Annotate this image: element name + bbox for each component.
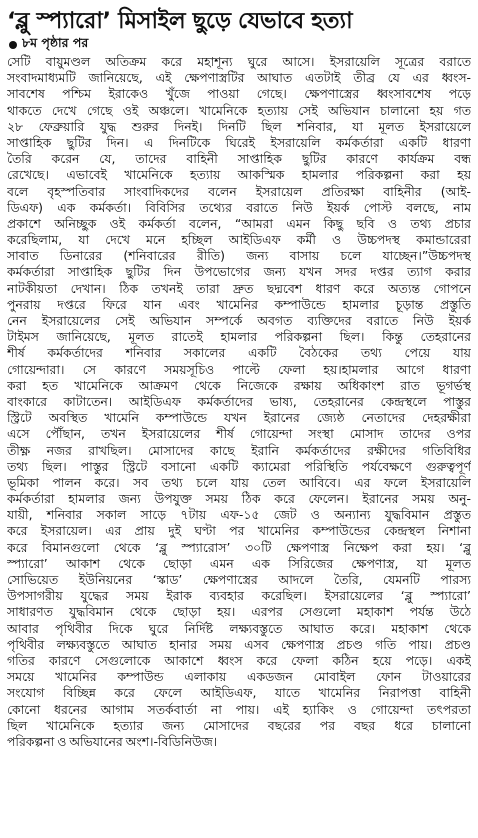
continuation-text: ৮ম পৃষ্ঠার পর	[22, 35, 89, 50]
bullet-icon	[9, 41, 17, 49]
body-line: গতির কারণে সেগুলোকে আকাশে ধ্বংস করে ফেলা কঠিন হয়ে পড়ে। একই	[7, 652, 471, 668]
body-line: সেটি বায়ুমণ্ডল অতিক্রম করে মহাশূন্য ঘুরে আসে। ইসরায়েলি সূত্রের বরাতে	[7, 54, 471, 69]
body-line: কোনো ধরনের আগাম সতর্কবার্তা না পায়। এই হ্যাকিং ও গোয়েন্দা তৎপরতা	[7, 701, 471, 717]
body-line: নাটকীয়তা দেখান। ঠিক তখনই তারা দ্রুত ছদ্মবেশ ধারণ করে অত্যন্ত গোপনে	[7, 280, 471, 296]
body-line: এসে পৌঁছান, তখন ইসরায়েলের শীর্ষ গোয়েন্দা সংস্থা মোসাদ তাদের ওপর	[7, 426, 471, 442]
body-line: গোয়েন্দারা। সে কারণে সময়সূচিও পাল্টে ফেলা হয়।হামলার আগে ধারণা	[7, 361, 471, 377]
body-line: সাবশেষ পশ্চিম ইরাকেও খুঁজে পাওয়া গেছে। ক্ষেপণাস্ত্রের ধ্বংসাবশেষ পড়ে	[7, 86, 471, 102]
body-line: তীক্ষ্ণ নজর রাখছিল। মোসাদের কাছে ইরানি কর্মকর্তাদের রক্ষীদের গতিবিধির	[7, 442, 471, 458]
article-body	[7, 54, 471, 750]
body-line: সাপ্তাহিক ছুটির দিন। এ দিনটিকে ঘিরেই ইসরায়েলি কর্মকর্তারা একটি ধারণা	[7, 134, 471, 150]
body-line: থাকতে দেখে গেছে ওই অঞ্চলে। খামেনিকে হত্যায় সেই অভিযান চালানো হয় গত	[7, 102, 471, 118]
body-line: ছিল খামেনিকে হত্যার জন্য মোসাদের বছরের পর বছর ধরে চালানো	[7, 717, 471, 733]
body-line: ডিএফ) এক কর্মকর্তা। বিবিসির তথ্যের বরাতে নিউ ইয়র্ক পোস্ট বলছে, নাম	[7, 199, 471, 215]
body-line: পুনরায় দপ্তরে ফিরে যান এবং খামেনির কম্পাউন্ডে হামলার চূড়ান্ত প্রস্তুতি	[7, 296, 471, 312]
body-line: করে ইসরায়েল। এর প্রায় দুই ঘণ্টা পর খামেনির কম্পাউন্ডের কেন্দ্রস্থল নিশানা	[7, 523, 471, 539]
body-line: সংযোগ বিচ্ছিন্ন করে ফেলে আইডিএফ, যাতে খামেনির নিরাপত্তা বাহিনী	[7, 685, 471, 701]
body-line: স্ট্রিটে অবস্থিত খামেনি কম্পাউন্ডে যখন ইরানের জ্যেষ্ঠ নেতাদের দেহরক্ষীরা	[7, 410, 471, 426]
body-line: পৃথিবীর লক্ষ্যবস্তুতে আঘাত হানার সময় এসব ক্ষেপণাস্ত্র প্রচণ্ড গতি পায়। প্রচণ্ড	[7, 636, 471, 652]
body-line: টাইমস জানিয়েছে, মূলত রাতেই হামলার পরিকল্পনা ছিল। কিন্তু তেহরানের	[7, 329, 471, 345]
body-line: সময়ে খামেনির কম্পাউন্ড এলাকায় একডজন মোবাইল ফোন টাওয়ারের	[7, 669, 471, 685]
body-line: করেছিলাম, যা দেখে মনে হচ্ছিল আইডিএফ কর্মী ও উচ্চপদস্থ কমান্ডারেরা	[7, 232, 471, 248]
body-line: স্প্যারো’ আকাশ থেকে ছোড়া এমন এক সিরিজের ক্ষেপণাস্ত্র, যা মূলত	[7, 555, 471, 571]
body-line: কর্মকর্তারা সাপ্তাহিক ছুটির দিন উপভোগের জন্য যখন সদর দপ্তর ত্যাগ করার	[7, 264, 471, 280]
body-line: শীর্ষ কর্মকর্তাদের শনিবার সকালের একটি বৈঠকের তথ্য পেয়ে যায়	[7, 345, 471, 361]
body-line: ভূমিকা পালন করে। সব তথ্য চলে যায় তেল আবিবে। এর ফলে ইসরায়েলি	[7, 474, 471, 490]
body-line: তৈরি করেন যে, তাদের বাহিনী সাপ্তাহিক ছুটির কারণে কার্যক্রম বন্ধ	[7, 151, 471, 167]
body-line: বলে বৃহস্পতিবার সাংবাদিকদের বলেন ইসরায়েল প্রতিরক্ষা বাহিনীর (আই-	[7, 183, 471, 199]
body-line: সোভিয়েত ইউনিয়নের ‘স্কাড’ ক্ষেপণাস্ত্রের আদলে তৈরি, যেমনটি পারস্য	[7, 572, 471, 587]
body-line: ২৮ ফেব্রুয়ারি যুদ্ধ শুরুর দিনই। দিনটি ছিল শনিবার, যা মূলত ইসরায়েলে	[7, 118, 471, 134]
headline: ‘ব্লু স্প্যারো’ মিসাইল ছুড়ে যেভাবে হত্যা	[7, 8, 353, 34]
body-line: সাবাত ডিনারের (শনিবারের রীতি) জন্য বাসায় চলে যাচ্ছেন।”উচ্চপদস্থ	[7, 248, 471, 264]
body-line: আবার পৃথিবীর দিকে ঘুরে নির্দিষ্ট লক্ষ্যবস্তুতে আঘাত করে। মহাকাশ থেকে	[7, 620, 471, 636]
body-line: যায়ী, শনিবার সকাল সাড়ে ৭টায় এফ-১৫ জেট ও অন্যান্য যুদ্ধবিমান প্রস্তুত	[7, 507, 471, 523]
body-line: বাংকারে কাটাতেন। আইডিএফ কর্মকর্তাদের ভাষ্য, তেহরানের কেন্দ্রস্থলে পাস্তুর	[7, 393, 471, 409]
body-line: নেন ইসরায়েলের সেই অভিযান সম্পর্কে অবগত ব্যক্তিদের বরাতে নিউ ইয়র্ক	[7, 313, 471, 328]
body-line: কর্মকর্তারা হামলার জন্য উপযুক্ত সময় ঠিক করে ফেলেন। ইরানের সময় অনু-	[7, 491, 471, 507]
continuation-note	[7, 37, 471, 53]
body-line: সাধারণত যুদ্ধবিমান থেকে ছোড়া হয়। এরপর সেগুলো মহাকাশ পর্যন্ত উঠে	[7, 604, 471, 620]
body-line: করা হত খামেনিকে আক্রমণ থেকে নিজেকে রক্ষায় অধিকাংশ রাত ভূগর্ভস্থ	[7, 377, 471, 393]
body-line: তথ্য ছিল। পাস্তুর স্ট্রিটে বসানো একটি ক্যামেরা পরিস্থিতি পর্যবেক্ষণে গুরুত্বপূর্ণ	[7, 458, 471, 474]
body-line: রেখেছে। এভাবেই খামেনিকে হত্যায় আকস্মিক হামলার পরিকল্পনা করা হয়	[7, 167, 471, 183]
body-line: সংবাদমাধ্যমটি জানিয়েছে, এই ক্ষেপণাস্ত্রটির আঘাত এতটাই তীব্র যে এর ধ্বংস-	[7, 70, 471, 86]
body-line: প্রকাশে অনিচ্ছুক ওই কর্মকর্তা বলেন, “আমরা এমন কিছু ছবি ও তথ্য প্রচার	[7, 215, 471, 231]
body-line: উপসাগরীয় যুদ্ধের সময় ইরাক ব্যবহার করেছিল। ইসরায়েলের ‘ব্লু স্প্যারো’	[7, 588, 471, 604]
body-line: পরিকল্পনা ও অভিযানের অংশ।-বিডিনিউজ।	[7, 733, 218, 749]
body-line: করে বিমানগুলো থেকে ‘ব্লু স্প্যারোস’ ৩০টি ক্ষেপণাস্ত্র নিক্ষেপ করা হয়। ‘ব্লু	[7, 539, 471, 555]
